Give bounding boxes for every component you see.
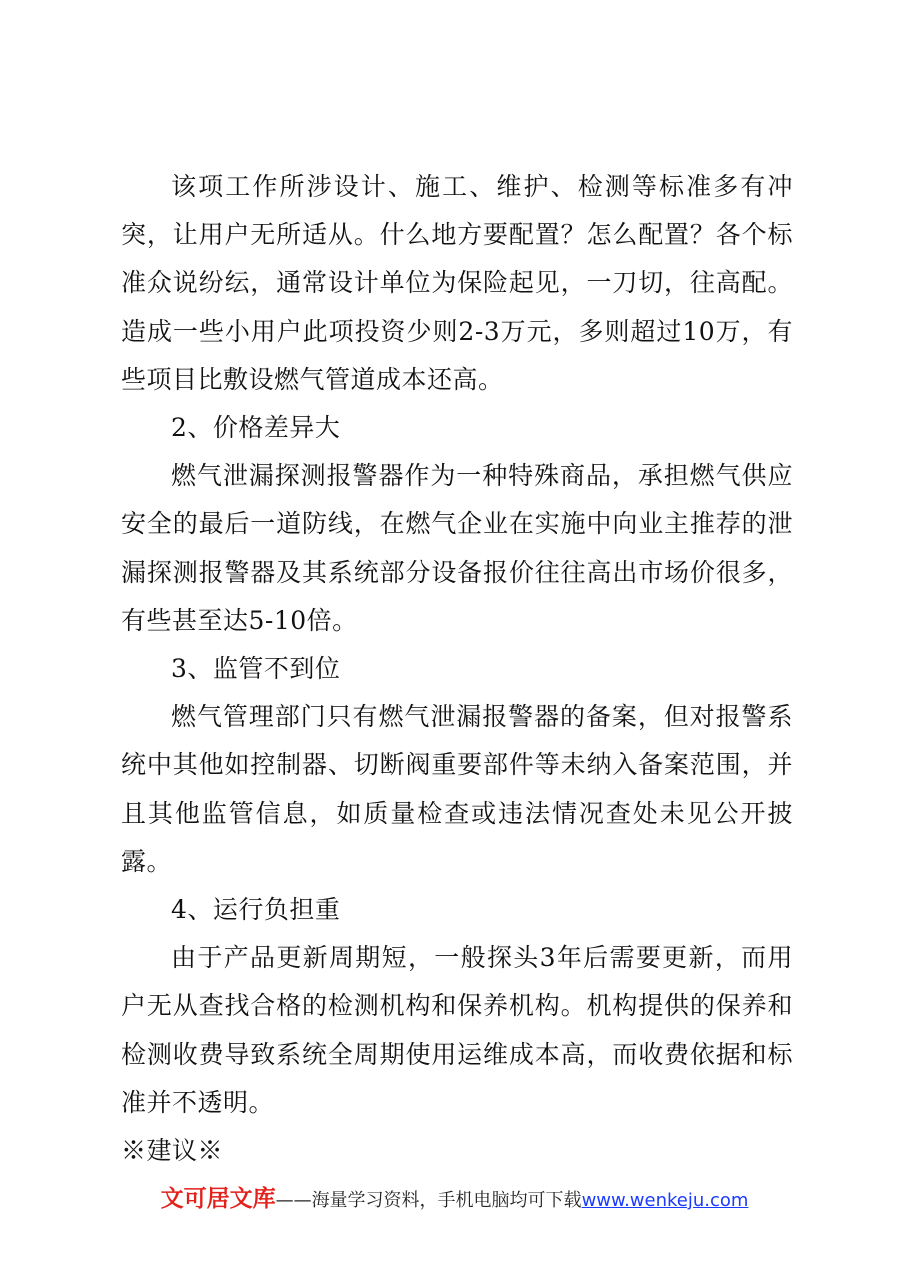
section-heading: 4、运行负担重 — [171, 895, 341, 925]
brand-name: 文可居文库 — [160, 1186, 276, 1212]
document-body — [121, 163, 793, 1175]
body-paragraph: 燃气泄漏探测报警器作为一种特殊商品，承担燃气供应安全的最后一道防线，在燃气企业在实施中向业主推荐的泄漏探测报警器及其系统部分设备报价往往高出市场价很多，有些甚至达5-10倍。 — [121, 461, 793, 635]
section-heading: 2、价格差异大 — [171, 413, 341, 443]
body-paragraph: 该项工作所涉设计、施工、维护、检测等标准多有冲突，让用户无所适从。什么地方要配置？怎么配置？各个标准众说纷纭，通常设计单位为保险起见，一刀切，往高配。造成一些小用户此项投资少则2-3万元，多则超过10万，有些项目比敷设燃气管道成本还高。 — [121, 172, 793, 394]
suggestion-heading: ※建议※ — [121, 1136, 224, 1166]
footer-tagline: 海量学习资料，手机电脑均可下载 — [311, 1190, 582, 1211]
body-paragraph: 由于产品更新周期短，一般探头3年后需要更新，而用户无从查找合格的检测机构和保养机构。机构提供的保养和检测收费导致系统全周期使用运维成本高，而收费依据和标准并不透明。 — [121, 943, 793, 1117]
footer-dash: —— — [275, 1190, 312, 1211]
footer-banner — [0, 1180, 909, 1213]
body-paragraph: 燃气管理部门只有燃气泄漏报警器的备案，但对报警系统中其他如控制器、切断阀重要部件等未纳入备案范围，并且其他监管信息，如质量检查或违法情况查处未见公开披露。 — [121, 702, 793, 876]
website-link[interactable]: www.wenkeju.com — [581, 1190, 749, 1211]
section-heading: 3、监管不到位 — [171, 654, 341, 684]
